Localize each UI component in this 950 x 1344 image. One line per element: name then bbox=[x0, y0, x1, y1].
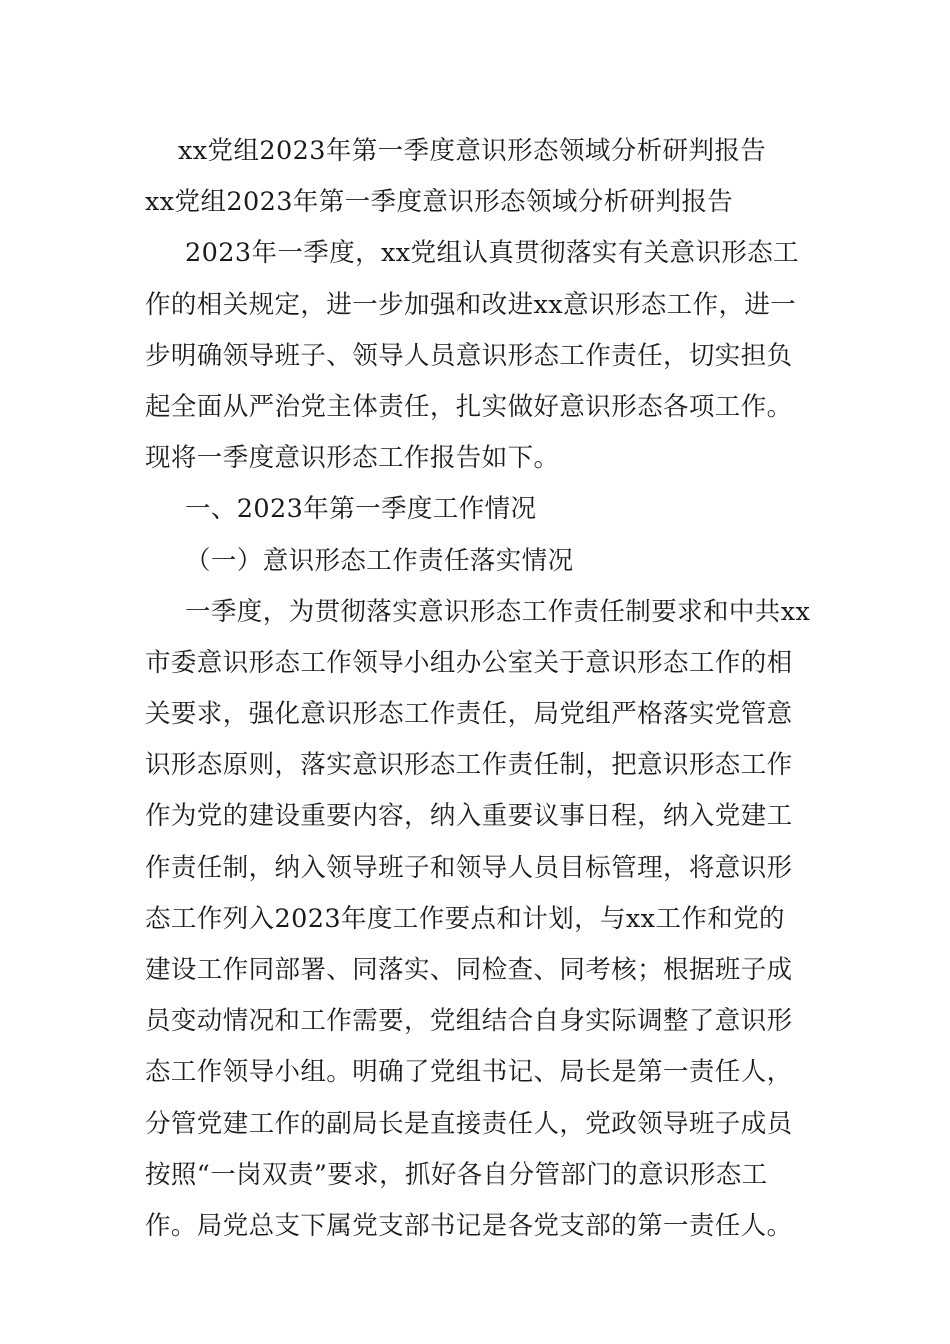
intro-line: 步明确领导班子、领导人员意识形态工作责任，切实担负 bbox=[145, 340, 793, 371]
document-title-repeat: xx党组2023年第一季度意识形态领域分析研判报告 bbox=[178, 136, 767, 166]
intro-line: 作的相关规定，进一步加强和改进xx意识形态工作，进一 bbox=[145, 289, 797, 320]
body-line: 作。局党总支下属党支部书记是各党支部的第一责任人。 bbox=[145, 1210, 793, 1241]
intro-line: 2023年一季度，xx党组认真贯彻落实有关意识形态工 bbox=[185, 238, 800, 269]
section-heading: 一、2023年第一季度工作情况 bbox=[185, 494, 537, 525]
body-line: 分管党建工作的副局长是直接责任人，党政领导班子成员 bbox=[145, 1108, 793, 1139]
document-title: xx党组2023年第一季度意识形态领域分析研判报告 bbox=[145, 187, 734, 218]
subsection-heading: （一）意识形态工作责任落实情况 bbox=[185, 545, 574, 576]
body-line: 一季度，为贯彻落实意识形态工作责任制要求和中共xx bbox=[185, 596, 811, 627]
body-line: 作为党的建设重要内容，纳入重要议事日程，纳入党建工 bbox=[145, 801, 793, 832]
body-line: 识形态原则，落实意识形态工作责任制，把意识形态工作 bbox=[145, 750, 793, 781]
body-line: 作责任制，纳入领导班子和领导人员目标管理，将意识形 bbox=[145, 852, 793, 883]
body-line: 按照“一岗双责”要求，抓好各自分管部门的意识形态工 bbox=[145, 1159, 768, 1190]
body-line: 市委意识形态工作领导小组办公室关于意识形态工作的相 bbox=[145, 647, 793, 678]
document-page bbox=[145, 126, 810, 1252]
body-line: 员变动情况和工作需要，党组结合自身实际调整了意识形 bbox=[145, 1006, 793, 1037]
body-line: 建设工作同部署、同落实、同检查、同考核；根据班子成 bbox=[145, 955, 793, 985]
intro-line: 现将一季度意识形态工作报告如下。 bbox=[145, 443, 560, 474]
body-line: 态工作列入2023年度工作要点和计划，与xx工作和党的 bbox=[145, 903, 785, 934]
intro-line: 起全面从严治党主体责任，扎实做好意识形态各项工作。 bbox=[145, 391, 793, 422]
body-line: 关要求，强化意识形态工作责任，局党组严格落实党管意 bbox=[145, 699, 793, 730]
body-line: 态工作领导小组。明确了党组书记、局长是第一责任人， bbox=[145, 1057, 793, 1088]
